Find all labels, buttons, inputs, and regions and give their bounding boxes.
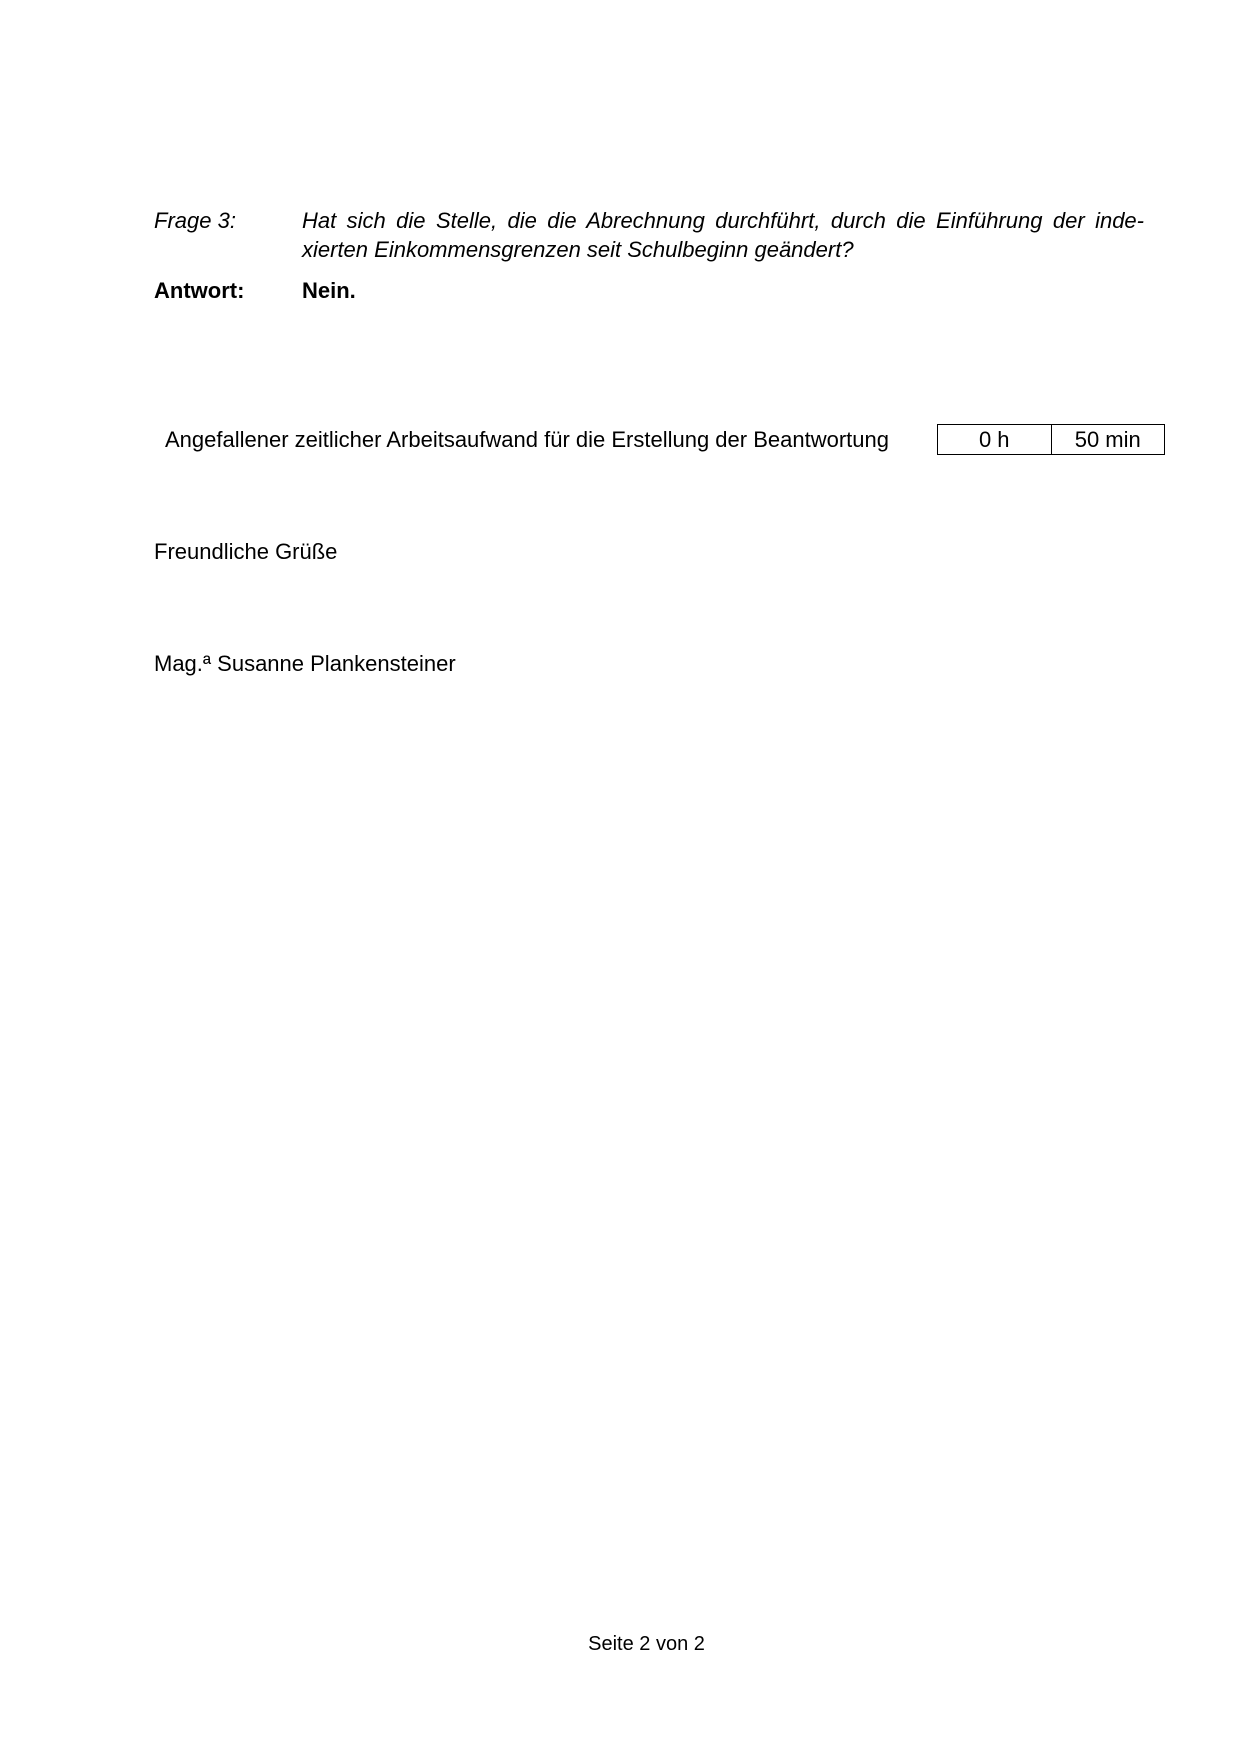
question-text: Hat sich die Stelle, die die Abrechnung durchführt, durch die Einführung der indexierten Einkommensgrenzen seit Schulbeginn geändert? [302, 208, 1144, 262]
effort-hours: 0 h [978, 427, 1010, 452]
effort-label: Angefallener zeitlicher Arbeitsaufwand für die Erstellung der Beantwortung [165, 427, 889, 452]
answer-text: Nein. [302, 278, 356, 303]
effort-row [165, 424, 889, 455]
effort-time-box [937, 424, 1165, 455]
question-row [154, 206, 1144, 264]
effort-minutes: 50 min [1051, 425, 1165, 454]
question-label: Frage 3: [154, 208, 236, 233]
answer-label: Antwort: [154, 278, 245, 303]
answer-row [154, 276, 1144, 305]
question-answer-block [154, 206, 1144, 305]
page-footer: Seite 2 von 2 [588, 1633, 705, 1655]
signature-name: Mag.ª Susanne Plankensteiner [154, 651, 456, 676]
closing-greeting: Freundliche Grüße [154, 539, 338, 564]
